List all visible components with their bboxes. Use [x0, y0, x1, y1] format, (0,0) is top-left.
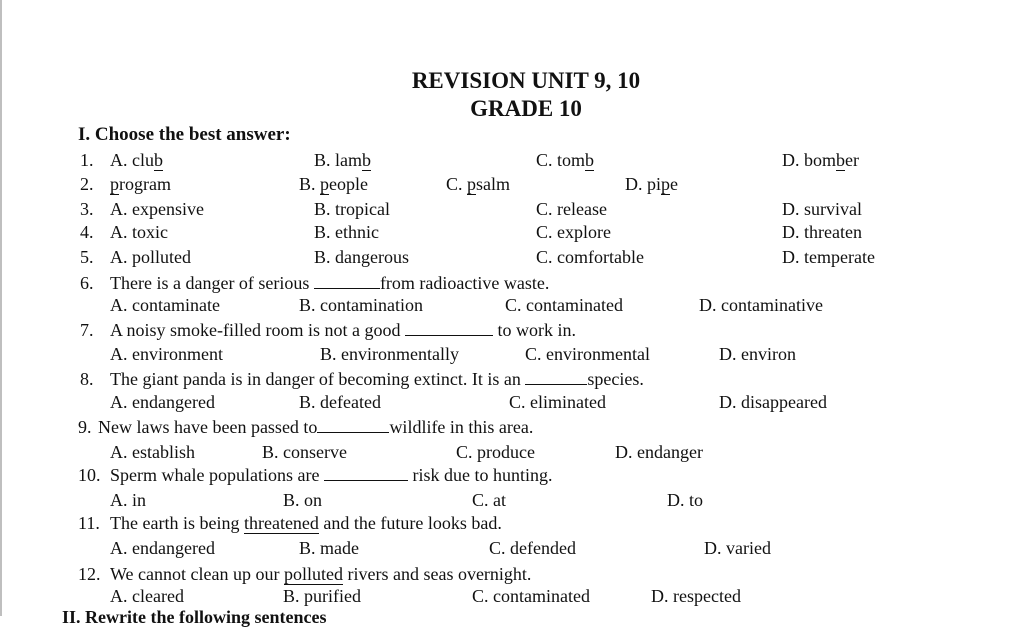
option-c: C. at [472, 490, 506, 510]
option-b: B. environmentally [320, 344, 459, 364]
option-b: B. people [299, 174, 368, 194]
question-number: 6. [80, 273, 94, 293]
option-b: B. contamination [299, 295, 423, 315]
question-number: 12. [78, 564, 101, 584]
option-c: C. release [536, 199, 607, 219]
option-b: B. purified [283, 586, 361, 606]
option-d: D. varied [704, 538, 771, 558]
question-stem: New laws have been passed to wildlife in this area. [98, 417, 534, 437]
section-heading-choose: I. Choose the best answer: [78, 124, 291, 145]
option-d: D. pipe [625, 174, 678, 194]
option-c: C. environmental [525, 344, 650, 364]
page-title: REVISION UNIT 9, 10 [411, 68, 641, 93]
option-a: A. polluted [110, 247, 191, 267]
question-number: 5. [80, 247, 94, 267]
option-c: C. eliminated [509, 392, 606, 412]
option-c: C. explore [536, 222, 611, 242]
question-number: 11. [78, 513, 100, 533]
option-c: C. contaminated [472, 586, 590, 606]
option-c: C. tomb [536, 150, 595, 170]
option-a: A. expensive [110, 199, 204, 219]
option-a: A. endangered [110, 392, 215, 412]
option-b: B. on [283, 490, 323, 510]
option-b: B. dangerous [314, 247, 409, 267]
question-number: 10. [78, 465, 101, 485]
option-b: B. made [299, 538, 359, 558]
question-number: 3. [80, 199, 94, 219]
option-a: A. establish [110, 442, 195, 462]
option-d: D. respected [651, 586, 741, 606]
option-a: program [110, 174, 171, 194]
option-c: C. psalm [446, 174, 511, 194]
option-a: A. environment [110, 344, 223, 364]
question-stem: Sperm whale populations are risk due to hunting. [110, 465, 553, 485]
question-stem: The earth is being threatened and the future looks bad. [110, 513, 502, 533]
question-number: 1. [80, 150, 94, 170]
option-d: D. temperate [782, 247, 875, 267]
option-d: D. endanger [615, 442, 703, 462]
option-d: D. environ [719, 344, 796, 364]
question-stem: A noisy smoke-filled room is not a good to work in. [110, 320, 576, 340]
option-a: A. endangered [110, 538, 215, 558]
option-c: C. defended [489, 538, 576, 558]
question-number: 4. [80, 222, 94, 242]
question-number: 9. [78, 417, 92, 437]
option-a: A. contaminate [110, 295, 220, 315]
option-c: C. produce [456, 442, 535, 462]
question-number: 2. [80, 174, 94, 194]
question-number: 7. [80, 320, 94, 340]
option-d: D. bomber [782, 150, 859, 170]
option-b: B. conserve [262, 442, 347, 462]
option-b: B. defeated [299, 392, 381, 412]
option-d: D. contaminative [699, 295, 823, 315]
option-d: D. disappeared [719, 392, 827, 412]
option-b: B. ethnic [314, 222, 379, 242]
question-stem: There is a danger of serious from radioactive waste. [110, 273, 550, 293]
section-heading-rewrite: II. Rewrite the following sentences [62, 607, 327, 627]
option-d: D. to [667, 490, 703, 510]
option-a: A. in [110, 490, 146, 510]
question-stem: The giant panda is in danger of becoming extinct. It is an species. [110, 369, 644, 389]
option-c: C. comfortable [536, 247, 644, 267]
question-number: 8. [80, 369, 94, 389]
option-a: A. cleared [110, 586, 184, 606]
option-b: B. lamb [314, 150, 371, 170]
option-b: B. tropical [314, 199, 390, 219]
page-subtitle: GRADE 10 [470, 96, 582, 121]
option-d: D. threaten [782, 222, 862, 242]
option-a: A. club [110, 150, 163, 170]
option-a: A. toxic [110, 222, 168, 242]
option-d: D. survival [782, 199, 862, 219]
question-stem: We cannot clean up our polluted rivers and seas overnight. [110, 564, 532, 584]
option-c: C. contaminated [505, 295, 623, 315]
